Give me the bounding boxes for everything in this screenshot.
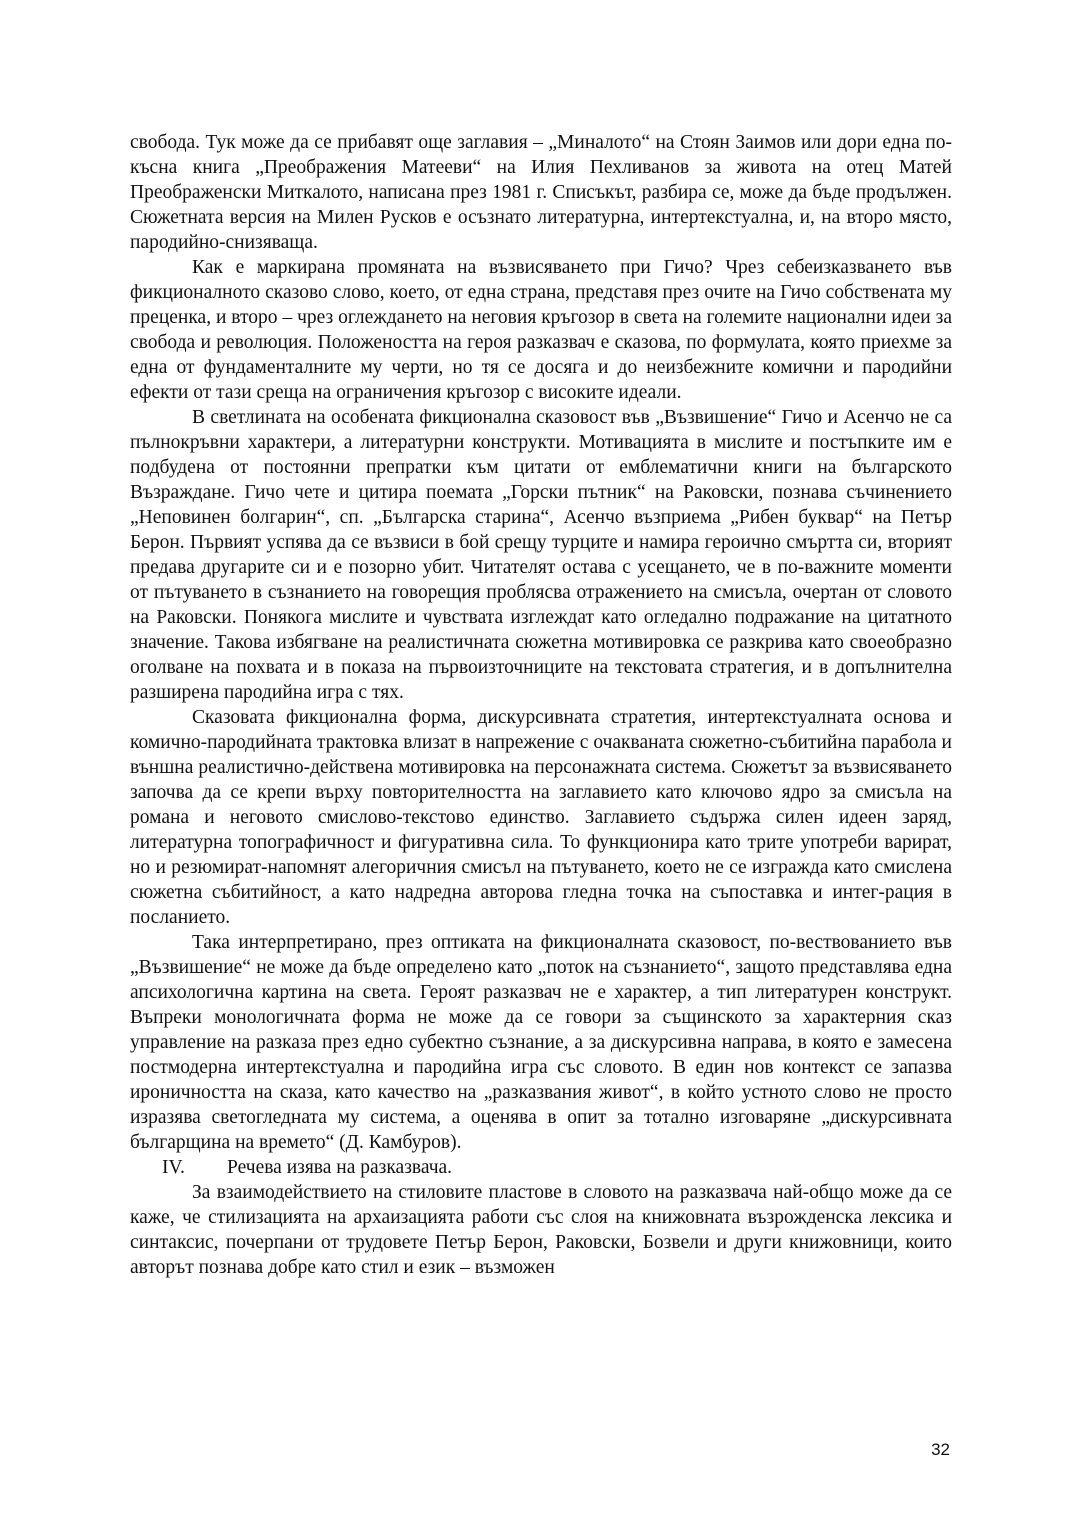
- paragraph-6: За взаимодействието на стиловите пластове в словото на разказвача най-общо може да се каже, че стилизацията на архаизацията работи със слоя на книжовната възрожденска лексика и синтаксис, почерпани от трудовете Петър Берон, Раковски, Бозвели и други книжовници, които авторът познава добре като стил и език – възможен: [130, 1182, 952, 1278]
- paragraph-4: Сказовата фикционална форма, дискурсивната стратетия, интертекстуалната основа и комично-пародийната трактовка влизат в напрежение с очакваната сюжетно-събитийна парабола и външна реалистично-действена мотивировка на персонажната система. Сюжетът за възвисяването започва да се крепи върху повторителността на заглавието като ключово ядро за смисъла на романа и неговото смислово-текстово единство. Заглавието съдържа силен идеен заряд, литературна топографичност и фигуративна сила. То функционира като трите употреби варират, но и резюмират-напомнят алегоричния смисъл на пътуването, което не се изгражда като смислена сюжетна събитийност, а като надредна авторова гледна точка на съпоставка и интег-рация в посланието.: [130, 707, 952, 928]
- section-title: Речева изява на разказвача.: [227, 1157, 453, 1178]
- section-heading: [130, 1155, 952, 1180]
- page-number: 32: [931, 1440, 950, 1459]
- body-text: [130, 130, 952, 1280]
- paragraph-1: свобода. Тук може да се прибавят още заглавия – „Миналото“ на Стоян Заимов или дори една по-късна книга „Преображения Матееви“ на Илия Пехливанов за живота на отец Матей Преображенски Миткалото, написана през 1981 г. Списъкът, разбира се, може да бъде продължен. Сюжетната версия на Милен Русков е осъзнато литературна, интертекстуална, и, на второ място, пародийно-снизяваща.: [130, 132, 952, 253]
- section-number: IV.: [162, 1157, 185, 1178]
- paragraph-3: В светлината на особената фикционална сказовост във „Възвишение“ Гичо и Асенчо не са пълнокръвни характери, а литературни конструкти. Мотивацията в мислите и постъпките им е подбудена от постоянни препратки към цитати от емблематични книги на българското Възраждане. Гичо чете и цитира поемата „Горски пътник“ на Раковски, познава съчинението „Неповинен болгарин“, сп. „Българска старина“, Асенчо възприема „Рибен буквар“ на Петър Берон. Първият успява да се възвиси в бой срещу турците и намира героично смъртта си, вторият предава другарите си и е позорно убит. Читателят остава с усещането, че в по-важните моменти от пътуването в съзнанието на говорещия проблясва отражението на смисъла, очертан от словото на Раковски. Понякога мислите и чувствата изглеждат като огледално подражание на цитатното значение. Такова избягване на реалистичната сюжетна мотивировка се разкрива като своеобразно оголване на похвата и в показа на първоизточниците на текстовата стратегия, и в допълнителна разширена пародийна игра с тях.: [130, 407, 952, 703]
- paragraph-5: Така интерпретирано, през оптиката на фикционалната сказовост, по-вествованието във „Възвишение“ не може да бъде определено като „поток на съзнанието“, защото представлява една апсихологична картина на света. Героят разказвач не е характер, а тип литературен конструкт. Въпреки монологичната форма не може да се говори за същинското за характерния сказ управление на разказа през едно субектно съзнание, а за дискурсивна направа, в която е замесена постмодерна интертекстуална и пародийна игра със словото. В един нов контекст се запазва ироничността на сказа, като качество на „разказвания живот“, в който устното слово не просто изразява светогледната му система, а оценява в опит за тотално изговаряне „дискурсивната българщина на времето“ (Д. Камбуров).: [130, 932, 952, 1153]
- paragraph-2: Как е маркирана промяната на възвисяването при Гичо? Чрез себеизказването във фикционалното сказово слово, което, от една страна, представя през очите на Гичо собствената му преценка, и второ – чрез оглеждането на неговия кръгозор в света на големите национални идеи за свобода и революция. Положеността на героя разказвач е сказова, по формулата, която приехме за една от фундаменталните му черти, но тя се досяга и до неизбежните комични и пародийни ефекти от тази среща на ограничения кръгозор с високите идеали.: [130, 257, 952, 403]
